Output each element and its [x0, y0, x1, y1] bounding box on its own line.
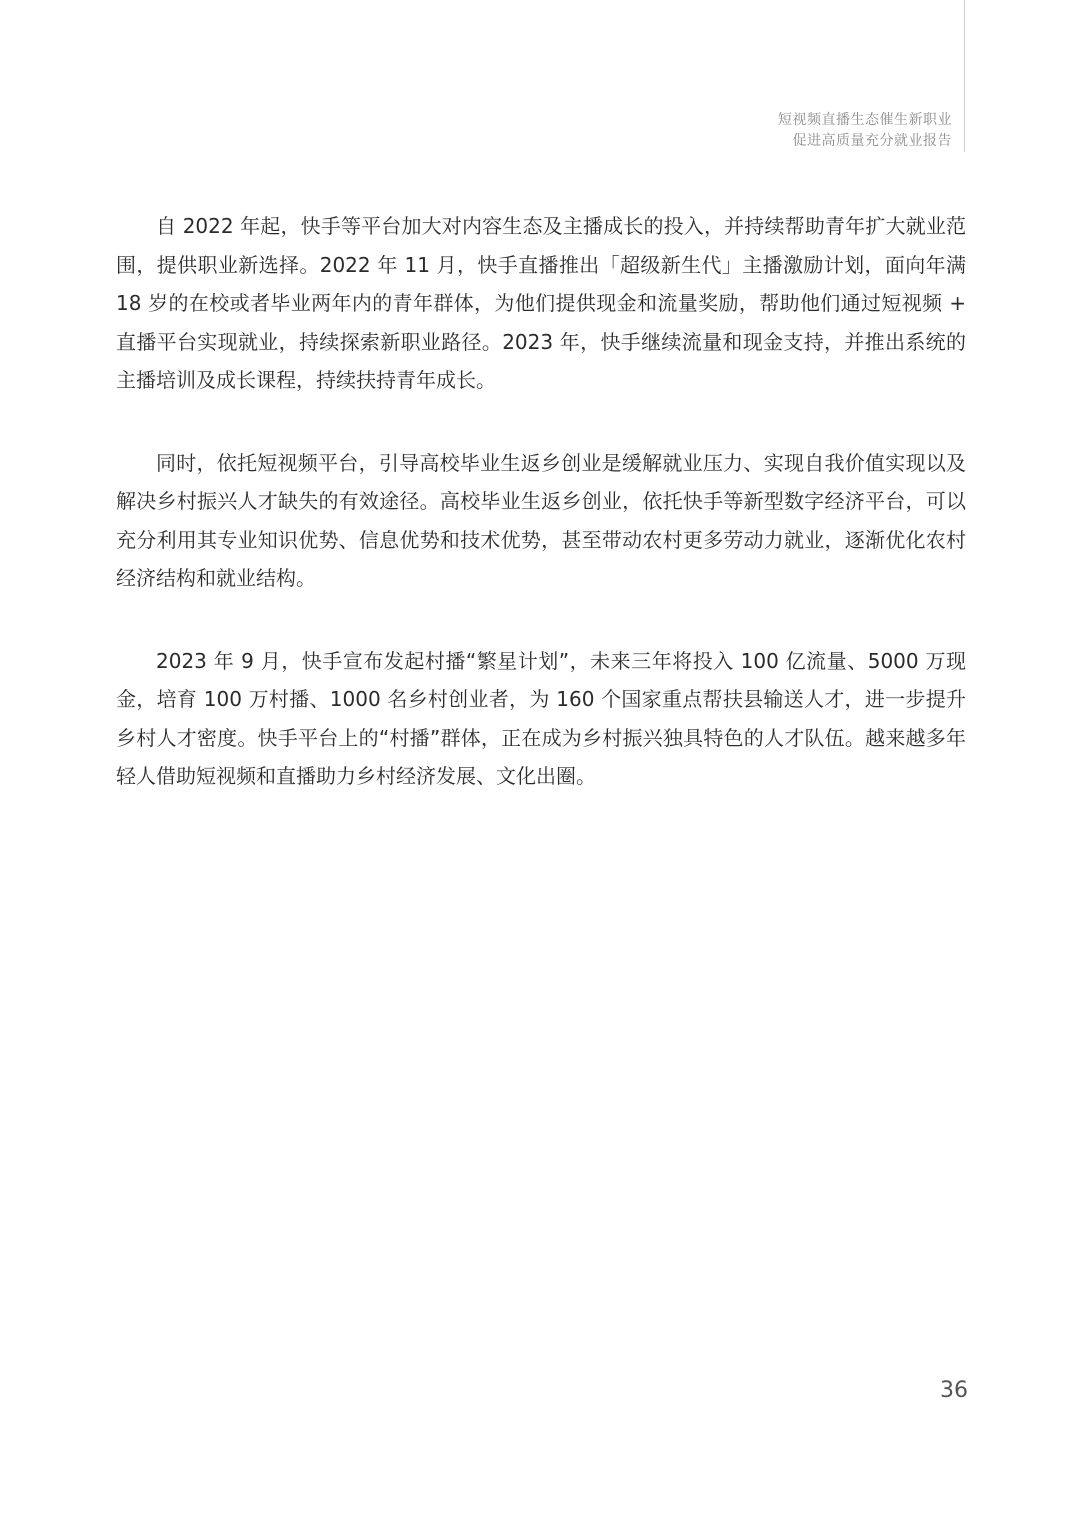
page-number: 36 — [940, 1378, 968, 1403]
running-header — [778, 110, 952, 152]
margin-rule — [964, 0, 965, 152]
header-title-line-2: 促进高质量充分就业报告 — [792, 133, 952, 149]
paragraph-3: 2023 年 9 月，快手宣布发起村播“繁星计划”，未来三年将投入 100 亿流量、5000 万现金，培育 100 万村播、1000 名乡村创业者，为 160 个国家重点帮扶县输送人才，进一步提升乡村人才密度。快手平台上的“村播”群体，正在成为乡村振兴独具特色的人才队伍。越来越多年轻人借助短视频和直播助力乡村经济发展、文化出圈。 — [116, 648, 966, 788]
header-title-line-1: 短视频直播生态催生新职业 — [778, 112, 952, 128]
body-text — [116, 207, 966, 840]
paragraph-1: 自 2022 年起，快手等平台加大对内容生态及主播成长的投入，并持续帮助青年扩大就业范围，提供职业新选择。2022 年 11 月，快手直播推出「超级新生代」主播激励计划，面向年满 18 岁的在校或者毕业两年内的青年群体，为他们提供现金和流量奖励，帮助他们通过短视频 + 直播平台实现就业，持续探索新职业路径。2023 年，快手继续流量和现金支持，并推出系统的主播培训及成长课程，持续扶持青年成长。 — [116, 214, 966, 392]
paragraph-2: 同时，依托短视频平台，引导高校毕业生返乡创业是缓解就业压力、实现自我价值实现以及解决乡村振兴人才缺失的有效途径。高校毕业生返乡创业，依托快手等新型数字经济平台，可以充分利用其专业知识优势、信息优势和技术优势，甚至带动农村更多劳动力就业，逐渐优化农村经济结构和就业结构。 — [116, 450, 966, 590]
